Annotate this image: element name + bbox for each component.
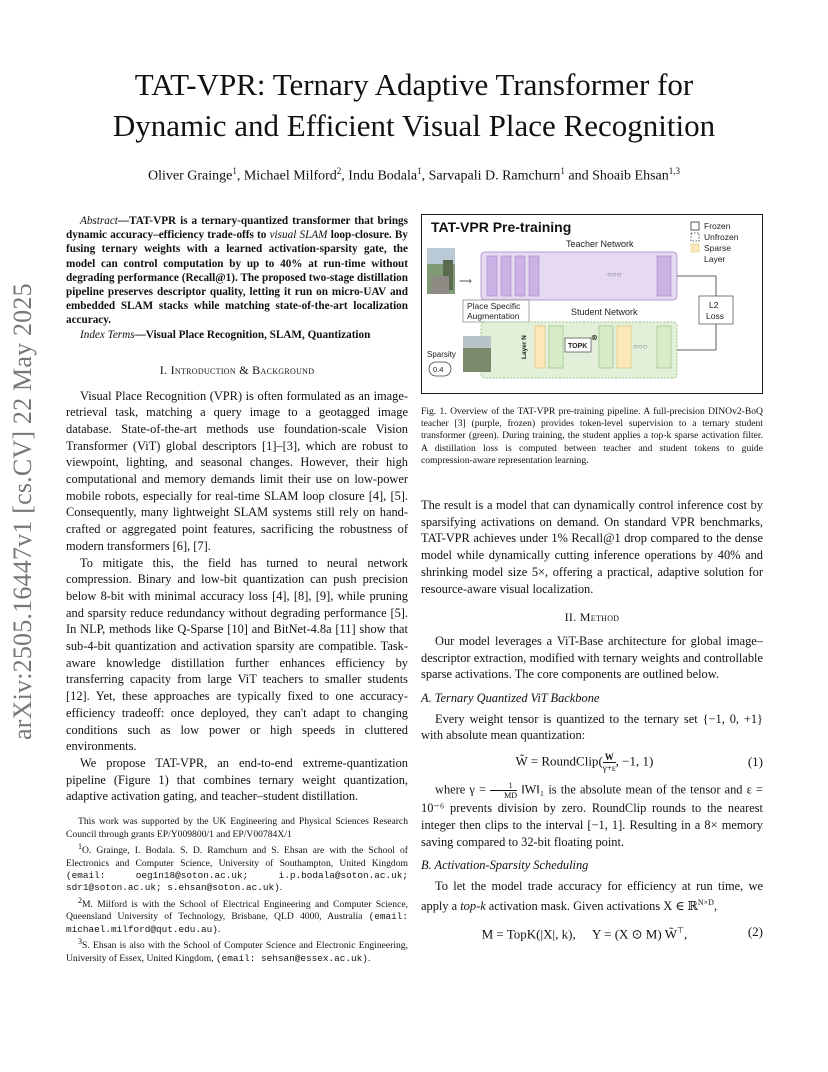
legend-sparse: Sparse (704, 243, 731, 253)
paragraph: Visual Place Recognition (VPR) is often formulated as an image-retrieval task, matching a query image to a geotagged image database. State-of-the-art methods use foundation-scale Vision Transformer (ViT) global descriptors [1]–[3], which are robust to viewpoint, lighting, and seasonal changes. However, their high computational and memory demands limit their use on low-power mobile robots, especially for real-time SLAM loop closure [4], [5]. Consequently, many lightweight SLAM systems still rely on hand-crafted or aggregated point features, sacrificing the robustness of modern transformers [6], [7]. (66, 388, 408, 553)
paragraph: Every weight tensor is quantized to the ternary set {−1, 0, +1} with absolute mean quantization: (421, 711, 763, 743)
paragraph-italic: top-k (460, 898, 486, 913)
footnote-marker: 1 (78, 841, 82, 851)
footnote-text: S. Ehsan is also with the School of Computer Science and Electronic Engineering, University of Essex, United Kingdom, (66, 940, 408, 964)
footnote (66, 936, 408, 965)
equation-text: , −1, 1 (615, 753, 649, 769)
author-affiliation: 2 (336, 166, 342, 176)
footnote-marker: 3 (78, 937, 82, 947)
image-road-icon (431, 276, 449, 294)
abstract-italic: visual SLAM (269, 229, 328, 242)
footnotes (66, 816, 408, 965)
footnote-end: . (367, 952, 371, 964)
footnote-text: M. Milford is with the School of Electrical Engineering and Computer Science, Queensland University of Technology, Brisbane, QLD 4000, Australia (66, 898, 408, 923)
student-label: Student Network (571, 307, 638, 317)
image-sky-icon (463, 336, 491, 348)
fraction-numerator: 1 (490, 781, 517, 791)
student-layer (617, 326, 631, 368)
augmentation-label-1: Place Specific (467, 301, 521, 311)
sparsity-label: Sparsity (427, 350, 456, 359)
footnote (66, 841, 408, 895)
teacher-dots: ○○○ (607, 270, 622, 279)
equation-text: Y = (X ⊙ M) W̃ (591, 925, 677, 941)
equation-fraction (603, 752, 616, 773)
figure-1 (421, 214, 763, 394)
author-affiliation: 1 (560, 166, 565, 176)
footnote-text: O. Grainge, I. Bodala. S. D. Ramchurn and S. Ehsan are with the School of Electronics and Computer Science, University of Southampton, United Kingdom (66, 845, 408, 869)
student-layer (599, 326, 613, 368)
fraction-denominator: MD (504, 791, 518, 801)
equation-1 (421, 752, 763, 773)
equation-text: M = TopK(|X|, k), (481, 925, 576, 941)
paragraph-text: activation mask. Given activations X ∈ ℝ (485, 898, 698, 913)
paragraph: The result is a model that can dynamically control inference cost by sparsifying activations on demand. On standard VPR benchmarks, TAT-VPR achieves under 1% Recall@1 drop compared to the dense model while dynamically cutting inference operations by 40% and shrinking model size 5×, offering a practical, adaptive solution for resource-aware visual localization. (421, 498, 763, 596)
caption-label: Fig. 1. (421, 406, 447, 417)
author-separator: and (564, 168, 593, 184)
loss-label: Loss (706, 311, 724, 321)
footnote-marker: 2 (78, 895, 82, 905)
equation-body (421, 923, 748, 943)
abstract-dash: — (117, 215, 130, 227)
author-name: Oliver Grainge (148, 168, 233, 184)
fraction-denominator: γ+ε (602, 763, 616, 774)
author-name: Shoaib Ehsan (592, 168, 669, 184)
legend-unfrozen-swatch (691, 233, 699, 241)
index-terms-label: Index Terms (80, 328, 135, 341)
caption-text: Overview of the TAT-VPR pre-training pipeline. A full-precision DINOv2-BoQ teacher [3] (purple, frozen) provides token-level supervision to a ternary student transformer (green). During training, the student applies a top-k sparse activation filter. A distillation loss is computed between teacher and student tokens to guide compression-aware representation learning. (421, 406, 763, 466)
sparsity-value: 0.4 (433, 365, 444, 374)
student-layer (535, 326, 545, 368)
title-line-2: Dynamic and Efficient Visual Place Recognition (112, 108, 716, 143)
author-separator: , (421, 168, 429, 184)
figure-title: TAT-VPR Pre-training (431, 219, 572, 235)
author-name: Indu Bodala (348, 168, 418, 184)
author-list (60, 162, 768, 186)
teacher-layer (529, 256, 539, 296)
legend-unfrozen: Unfrozen (704, 232, 739, 242)
student-dots: ○○○ (633, 342, 648, 351)
title-line-1: TAT-VPR: Ternary Adaptive Transformer for (134, 67, 694, 102)
paragraph (421, 781, 763, 850)
teacher-layer (501, 256, 511, 296)
equation-2 (421, 923, 763, 943)
paragraph: We propose TAT-VPR, an end-to-end extreme-quantization pipeline (Figure 1) that combines ternary weight quantization, adaptive activation gating, and teacher–student distillation. (66, 756, 408, 804)
abstract-label: Abstract (80, 215, 118, 227)
inline-fraction (490, 781, 517, 800)
teacher-label: Teacher Network (566, 239, 634, 249)
layer-n-label: Layer N (521, 335, 528, 359)
paper-title (60, 64, 768, 146)
footnote (66, 895, 408, 936)
legend-frozen-swatch (691, 222, 699, 230)
section-heading: I. Introduction & Background (159, 362, 315, 377)
legend-frozen: Frozen (704, 221, 731, 231)
student-layer (549, 326, 563, 368)
teacher-layer (487, 256, 497, 296)
arxiv-identifier: arXiv:2505.16447v1 [cs.CV] 22 May 2025 (8, 283, 37, 740)
paragraph: To mitigate this, the field has turned to neural network compression. Binary and low-bit quantization can push precision below 8-bit with minimal accuracy loss [4], [8], [9], while pruning and sparsity reduce redundancy without degrading performance [5]. In NLP, methods like Q-Sparse [10] and BitNet-4.8a [11] show that sub-4-bit quantization and activation sparsity are compatible. Task-aware knowledge distillation further enhances efficiency by transferring capacity from large ViT teachers to smaller students [12]. Yet, these approaches are typically fixed to one accuracy-efficiency tradeoff: once deployed, they can't adapt to changing conditions such as low power or high speeds in cluttered environments. (66, 555, 408, 754)
figure-caption (421, 406, 763, 467)
arrow-icon: ⟶ (459, 276, 472, 286)
superscript: N×D (697, 897, 714, 907)
paragraph: Our model leverages a ViT-Base architecture for global image–descriptor extraction, modified with ternary weights and controllable sparse activations. The core components are outlined below. (421, 633, 763, 682)
right-column (421, 214, 763, 951)
fraction-numerator: W (604, 752, 614, 763)
equation-number: (1) (747, 754, 763, 770)
paragraph-text: , (713, 898, 718, 913)
superscript: ⊤ (676, 925, 684, 935)
paragraph-text: ‖W‖₁ is the absolute mean of the tensor and ε = 10⁻⁶ prevents division by zero. RoundClip rounds to the nearest integer then clips to the interval [−1, 1]. Resulting in a 8× memory saving compared to 32-bit floating point. (421, 782, 763, 849)
teacher-layer (515, 256, 525, 296)
index-terms (66, 328, 408, 342)
equation-number: (2) (747, 924, 763, 940)
topk-label: TOPK (568, 343, 588, 350)
paragraph-text: To let the model trade accuracy for efficiency at run time, we apply a (421, 878, 763, 913)
student-layer (657, 326, 671, 368)
left-column (66, 214, 408, 965)
footnote-email[interactable]: (email: sehsan@essex.ac.uk) (216, 952, 368, 964)
subsection-heading: B. Activation-Sparsity Scheduling (421, 858, 589, 873)
augmentation-label-2: Augmentation (467, 311, 520, 321)
l2-label: L2 (709, 300, 719, 310)
footnote-email[interactable]: (email: oeg1n18@soton.ac.uk; i.p.bodala@soton.ac.uk; sdr1@soton.ac.uk; s.ehsan@soton.ac.uk) (66, 869, 408, 894)
footnote-end: . (217, 923, 221, 935)
author-affiliation: 1 (417, 166, 422, 176)
equation-text: , (683, 925, 688, 941)
author-name: Michael Milford (243, 168, 337, 184)
subsection-heading: A. Ternary Quantized ViT Backbone (421, 691, 600, 706)
abstract-text: TAT-VPR is a ternary-quantized transformer that brings dynamic accuracy–efficiency trade-offs to (66, 215, 408, 242)
pipeline-diagram (421, 214, 763, 394)
author-name: Sarvapali D. Ramchurn (428, 168, 561, 184)
index-terms-text: —Visual Place Recognition, SLAM, Quantization (134, 328, 371, 341)
teacher-layer (657, 256, 671, 296)
abstract-text: loop-closure. By fusing ternary weights with a learned activation-sparsity gate, the model can control computation by up to 40% at run-time without degrading performance (Recall@1). The proposed two-stage distillation pipeline preserves descriptor quality, letting it run on micro-UAV and embedded SLAM stacks while matching state-of-the-art localization accuracy. (66, 229, 408, 327)
equation-body: W̃ = RoundClip( $\frac{W}{\gamma+\varepsilon}$ , −1, 1) (515, 752, 654, 774)
footnote-end: . (279, 882, 283, 894)
footnote: This work was supported by the UK Engineering and Physical Sciences Research Council through grants EP/Y009800/1 and EP/V00784X/1 (66, 816, 408, 840)
author-affiliation: 1,3 (668, 166, 680, 176)
paragraph-text: where γ = (435, 782, 491, 797)
legend-layer: Layer (704, 254, 726, 264)
author-separator: , (341, 168, 349, 184)
author-separator: , (236, 168, 244, 184)
author-affiliation: 1 (232, 166, 237, 176)
legend-sparse-swatch (691, 244, 699, 252)
multiply-icon: ⊗ (591, 333, 598, 342)
abstract (66, 214, 408, 328)
section-heading: II. Method (564, 610, 620, 625)
equation-text: W̃ = RoundClip (515, 753, 599, 769)
footnote-email[interactable]: (email: michael.milford@qut.edu.au) (66, 911, 408, 935)
paragraph (421, 878, 763, 915)
